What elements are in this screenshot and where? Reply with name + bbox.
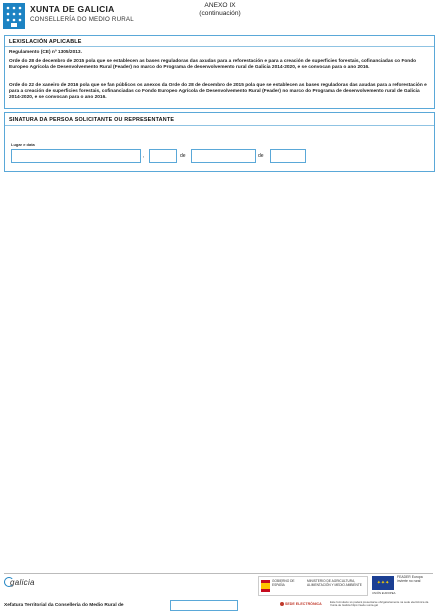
jefatura-label: Xefatura Territorial da Consellería do Medio Rural de (4, 603, 124, 608)
government-label: GOBIERNO DE ESPAÑA (272, 579, 295, 587)
legislation-section (4, 35, 435, 109)
month-field[interactable] (191, 149, 256, 163)
ministry-logo (258, 576, 368, 596)
footer-divider (4, 573, 433, 574)
annex-title: ANEXO IX (204, 2, 236, 9)
sede-note: Este formulario só poderá presentarse obrigatoriamente na sede electrónica da Xunta de Galicia https://sede.xunta.gal (330, 600, 429, 608)
annex-subtitle: (continuación) (199, 10, 241, 17)
eu-stars-icon: ✦✦✦ (376, 580, 390, 586)
comma-separator: , (143, 153, 145, 159)
signature-section (4, 112, 435, 172)
xunta-logo (3, 3, 25, 29)
de-separator-1: de (180, 153, 186, 159)
feader-text: FEADER Europa invierte no rural (397, 575, 423, 583)
eu-logo (372, 576, 430, 594)
galicia-logo: galicia (10, 578, 35, 587)
legislation-paragraph-1: Regulamento (CE) nº 1305/2013. (9, 50, 82, 55)
department-name: CONSELLERÍA DO MEDIO RURAL (30, 16, 134, 23)
ministry-name: MINISTERIO DE AGRICULTURA, ALIMENTACIÓN Y MEDIO AMBIENTE (307, 579, 362, 587)
signature-title: SINATURA DA PERSOA SOLICITANTE OU REPRESENTANTE (9, 117, 175, 123)
annex-heading (180, 2, 260, 18)
place-field[interactable] (11, 149, 141, 163)
sede-icon (280, 602, 284, 606)
place-date-label: Lugar e data (11, 142, 35, 147)
year-field[interactable] (270, 149, 306, 163)
day-field[interactable] (149, 149, 177, 163)
spain-flag-stripe (261, 583, 270, 589)
legislation-title: LEXISLACIÓN APLICABLE (9, 39, 82, 45)
section-divider (5, 125, 434, 126)
org-name: XUNTA DE GALICIA (30, 4, 115, 14)
sede-label: SEDE ELECTRÓNICA (285, 602, 322, 606)
legislation-paragraph-2: Orde do 28 de decembro de 2015 pola que se establecen as bases reguladoras das axudas para a reforestación e para a creación de superficies forestais, cofinanciadas co Fondo Europeo Agrícola de Desenvolvemento Rural (Feader) no marco do Programa de desenvolvemento rural de Galicia 2014-2020, e se convocan para o ano 2016. (9, 59, 417, 70)
eu-label: UNIÓN EUROPEA (372, 591, 396, 595)
xunta-crest-icon (3, 3, 25, 29)
de-separator-2: de (258, 153, 264, 159)
section-divider (5, 46, 434, 47)
jefatura-field[interactable] (170, 600, 238, 611)
legislation-paragraph-3: Orde do 22 de xaneiro de 2016 pola que se fan públicos os anexos da Orde do 28 de decembro de 2015 pola que se establecen as bases reguladoras das axudas para a reforestación e para a creación de superficies forestais, cofinanciadas co Fondo Europeo Agrícola de Desenvolvemento Rural (Feader) no marco do Programa de desenvolvemento rural de Galicia 2014-2020, e se convocan para o ano 2016. (9, 83, 427, 100)
